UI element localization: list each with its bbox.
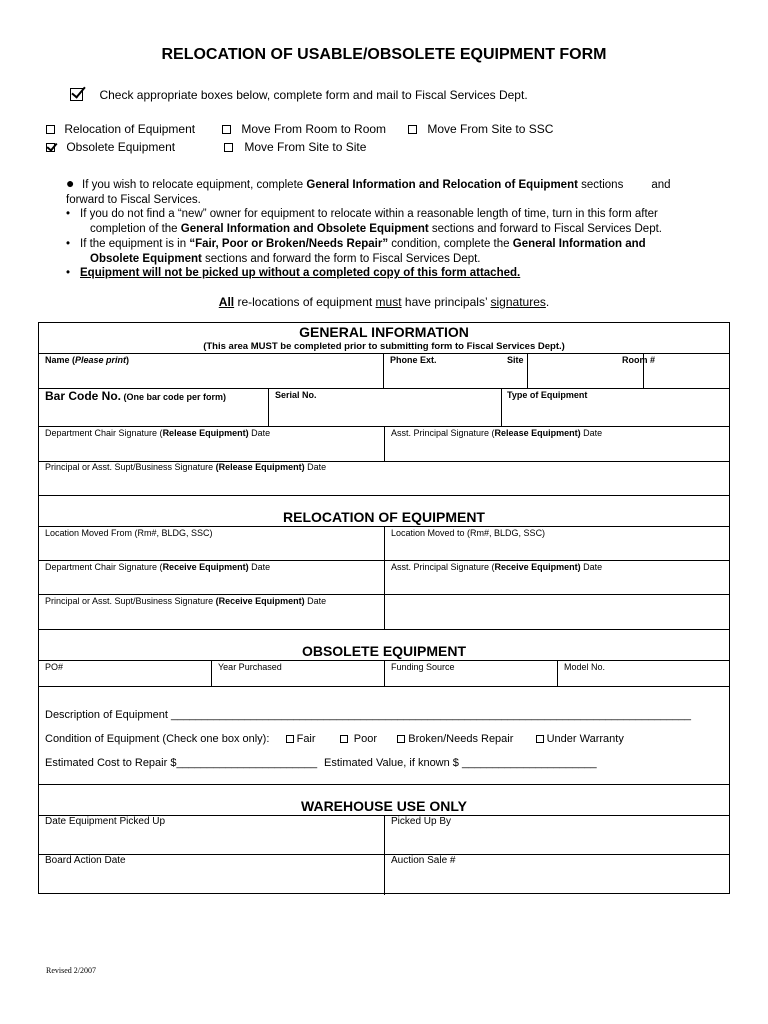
signature-note: All re-locations of equipment must have principals’ signatures. xyxy=(218,295,550,309)
site-to-site-label: Move From Site to Site xyxy=(244,140,367,154)
warehouse-title: WAREHOUSE USE ONLY xyxy=(301,798,467,814)
relocation-checkbox[interactable] xyxy=(46,125,55,134)
instruction-row xyxy=(70,86,528,104)
name-field[interactable]: Name (Please print) xyxy=(45,355,130,365)
site-to-site-checkbox[interactable] xyxy=(224,143,233,152)
revision-note: Revised 2/2007 xyxy=(46,966,96,975)
po-field[interactable]: PO# xyxy=(45,662,64,672)
auction-sale-field[interactable]: Auction Sale # xyxy=(391,855,456,866)
phone-ext-field[interactable]: Phone Ext. xyxy=(390,355,437,365)
fair-checkbox[interactable] xyxy=(286,735,294,743)
location-from-field[interactable]: Location Moved From (Rm#, BLDG, SSC) xyxy=(45,528,213,538)
asst-principal-receive-signature[interactable]: Asst. Principal Signature (Receive Equipment) Date xyxy=(391,562,603,572)
asst-principal-release-signature[interactable]: Asst. Principal Signature (Release Equipment) Date xyxy=(391,428,603,438)
equipment-form xyxy=(38,322,730,894)
room-to-room-label: Move From Room to Room xyxy=(241,122,387,136)
general-info-subtitle: (This area MUST be completed prior to submitting form to Fiscal Services Dept.) xyxy=(203,341,565,352)
instruction-bullet-4: • Equipment will not be picked up without a completed copy of this form attached. xyxy=(66,267,521,280)
barcode-field[interactable]: Bar Code No. (One bar code per form) xyxy=(45,389,227,403)
serial-field[interactable]: Serial No. xyxy=(275,390,317,400)
general-info-title: GENERAL INFORMATION xyxy=(299,324,469,340)
date-picked-up-field[interactable]: Date Equipment Picked Up xyxy=(45,816,166,827)
estimated-value-field[interactable]: Estimated Value, if known $ ______________________ xyxy=(324,757,597,769)
instruction-checkbox xyxy=(70,88,83,101)
relocation-label: Relocation of Equipment xyxy=(64,122,196,136)
site-to-ssc-checkbox[interactable] xyxy=(408,125,417,134)
option-relocation[interactable] xyxy=(46,122,195,136)
model-no-field[interactable]: Model No. xyxy=(564,662,606,672)
dept-chair-receive-signature[interactable]: Department Chair Signature (Receive Equipment) Date xyxy=(45,562,271,572)
funding-source-field[interactable]: Funding Source xyxy=(391,662,455,672)
instruction-bullet-3: • If the equipment is in “Fair, Poor or Broken/Needs Repair” condition, complete the General Information and Obsolete Equipment sections and forward the form to Fiscal Services Dept. xyxy=(66,237,646,265)
option-site-to-site[interactable] xyxy=(224,140,366,154)
type-field[interactable]: Type of Equipment xyxy=(507,390,588,400)
instruction-bullet-1: ● If you wish to relocate equipment, complete General Information and Relocation of Equipment sections and forward to Fiscal Services. xyxy=(66,175,671,206)
picked-up-by-field[interactable]: Picked Up By xyxy=(391,816,452,827)
instruction-text: Check appropriate boxes below, complete form and mail to Fiscal Services Dept. xyxy=(99,88,528,102)
site-field[interactable]: Site xyxy=(507,355,524,365)
principal-receive-signature[interactable]: Principal or Asst. Supt/Business Signature (Receive Equipment) Date xyxy=(45,596,327,606)
site-to-ssc-label: Move From Site to SSC xyxy=(427,122,554,136)
description-field[interactable]: Description of Equipment _____________________________________________________________________________________ xyxy=(45,709,691,721)
location-to-field[interactable]: Location Moved to (Rm#, BLDG, SSC) xyxy=(391,528,546,538)
instruction-bullet-2: • If you do not find a “new” owner for equipment to relocate within a reasonable length of time, turn in this form after completion of the General Information and Obsolete Equipment sections and forward to Fiscal Services Dept. xyxy=(66,208,662,236)
obsolete-checkbox[interactable] xyxy=(46,143,55,152)
relocation-title: RELOCATION OF EQUIPMENT xyxy=(283,509,485,525)
principal-release-signature[interactable]: Principal or Asst. Supt/Business Signature (Release Equipment) Date xyxy=(45,462,327,472)
obsolete-title: OBSOLETE EQUIPMENT xyxy=(301,643,467,659)
warranty-checkbox[interactable] xyxy=(536,735,544,743)
obsolete-label: Obsolete Equipment xyxy=(66,140,176,154)
board-action-date-field[interactable]: Board Action Date xyxy=(45,855,126,866)
instructions-list xyxy=(66,175,706,281)
dept-chair-release-signature[interactable]: Department Chair Signature (Release Equipment) Date xyxy=(45,428,271,438)
option-site-to-ssc[interactable] xyxy=(408,122,553,136)
room-to-room-checkbox[interactable] xyxy=(222,125,231,134)
poor-checkbox[interactable] xyxy=(340,735,348,743)
option-obsolete[interactable] xyxy=(46,140,175,154)
option-room-to-room[interactable] xyxy=(222,122,386,136)
broken-checkbox[interactable] xyxy=(397,735,405,743)
condition-row: Condition of Equipment (Check one box only): Fair Poor Broken/Needs Repair Under Warranty xyxy=(45,733,624,745)
room-field[interactable]: Room # xyxy=(622,355,656,365)
year-purchased-field[interactable]: Year Purchased xyxy=(218,662,282,672)
estimated-cost-field[interactable]: Estimated Cost to Repair $_______________________ xyxy=(45,757,318,769)
form-title: RELOCATION OF USABLE/OBSOLETE EQUIPMENT FORM xyxy=(161,46,607,63)
condition-label: Condition of Equipment (Check one box only): xyxy=(45,733,270,745)
